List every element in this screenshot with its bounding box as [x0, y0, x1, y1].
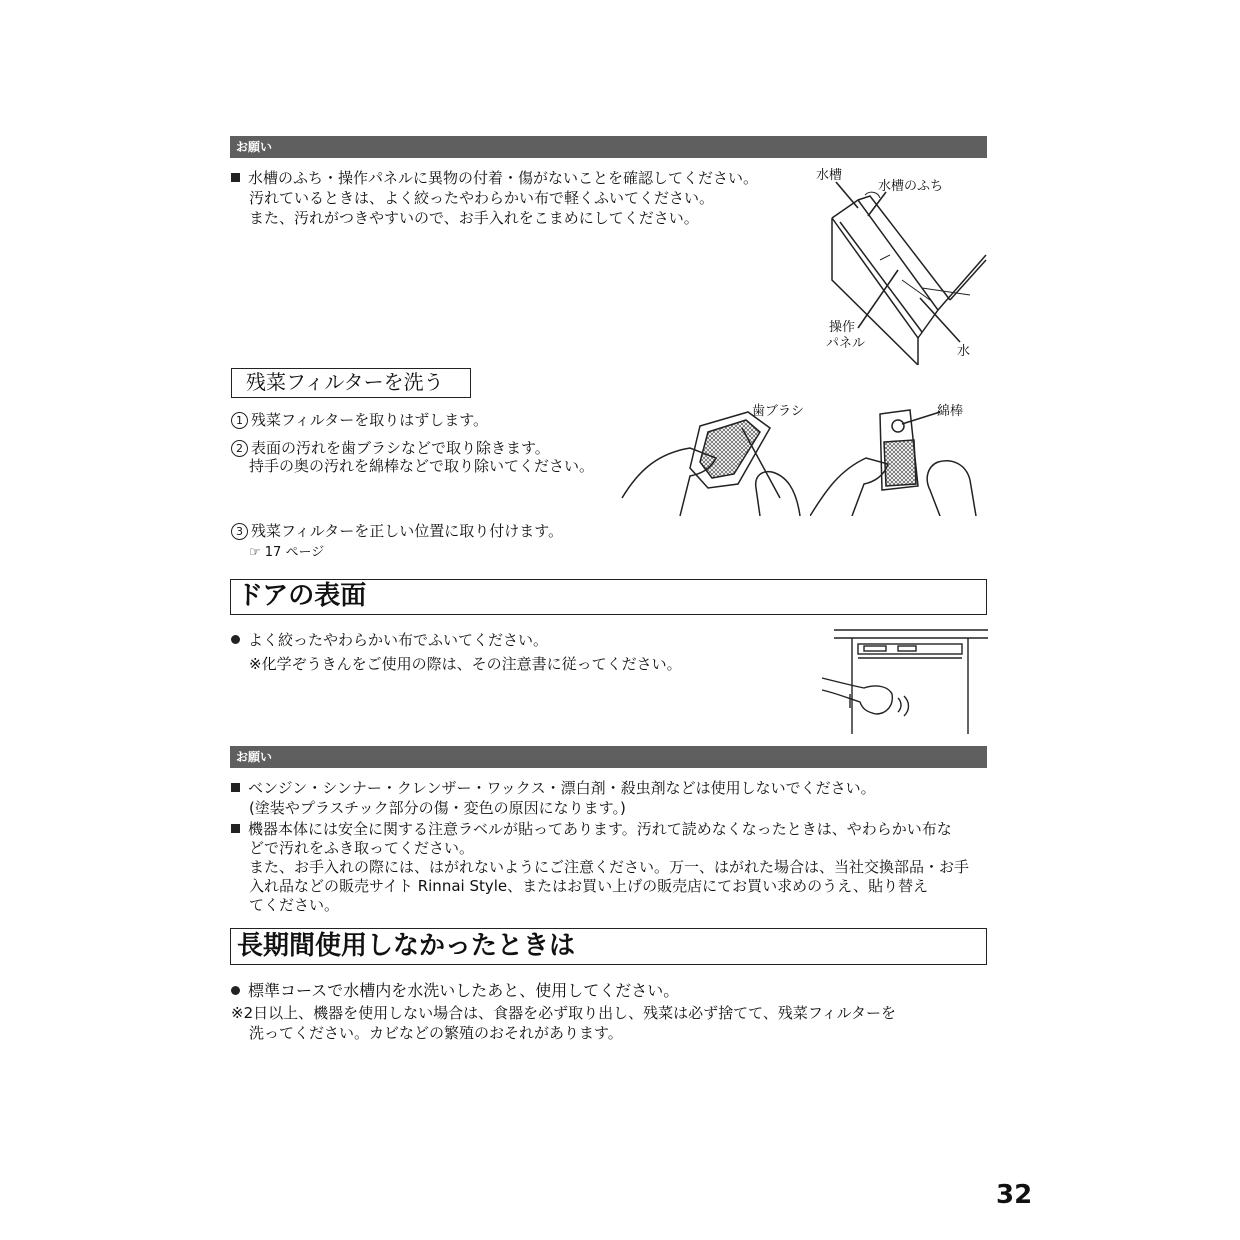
door-instruction [231, 630, 548, 650]
square-bullet-icon [231, 783, 240, 792]
page-number: 32 [996, 1180, 1033, 1210]
note-text: (塗装やプラスチック部分の傷・変色の原因になります。) [249, 799, 626, 817]
longterm-text: 標準コースで水槽内を水洗いしたあと、使用してください。 [248, 981, 680, 1000]
note-text: 水槽のふち・操作パネルに異物の付着・傷がないことを確認してください。 [248, 169, 759, 187]
step-number: 1 [231, 412, 248, 429]
note-item [231, 168, 758, 188]
note-text: てください。 [249, 896, 340, 914]
longterm-note: ※2日以上、機器を使用しない場合は、食器を必ず取り出し、残菜は必ず捨てて、残菜フィルターを [231, 1004, 897, 1022]
step-number: 3 [231, 523, 248, 540]
note-title: お願い [236, 140, 273, 154]
note-text: 汚れているときは、よく絞ったやわらかい布で軽くふいてください。 [249, 189, 715, 207]
label-suisou-fuchi: 水槽のふち [878, 179, 944, 194]
label-toothbrush: 歯ブラシ [752, 404, 805, 419]
label-panel: 操作 [829, 320, 856, 335]
note-text: 機器本体には安全に関する注意ラベルが貼ってあります。汚れて読めなくなったときは、やわらかい布な [248, 820, 952, 838]
label-panel: パネル [826, 336, 866, 351]
label-suisou: 水槽 [816, 168, 843, 183]
square-bullet-icon [231, 173, 240, 182]
longterm-instruction [231, 981, 679, 1001]
label-mizu: 水 [957, 344, 971, 359]
swab-illustration [810, 400, 992, 516]
step-1 [231, 410, 488, 430]
step-text: 持手の奥の汚れを綿棒などで取り除いてください。 [249, 457, 595, 475]
door-note: ※化学ぞうきんをご使用の際は、その注意書に従ってください。 [249, 655, 682, 673]
note-text: どで汚れをふき取ってください。 [249, 839, 475, 857]
note-header [230, 746, 987, 768]
section-heading: ドアの表面 [230, 579, 987, 615]
longterm-note: 洗ってください。カビなどの繁殖のおそれがあります。 [249, 1024, 623, 1042]
note-text: 入れ品などの販売サイト Rinnai Style、またはお買い上げの販売店にてお買い求めのうえ、貼り替え [249, 877, 929, 895]
note-item [231, 819, 952, 839]
step-text: 残菜フィルターを正しい位置に取り付けます。 [251, 522, 564, 540]
bullet-icon [231, 986, 240, 995]
section-heading: 長期間使用しなかったときは [230, 928, 987, 965]
note-text: ベンジン・シンナー・クレンザー・ワックス・漂白剤・殺虫剤などは使用しないでください。 [248, 779, 876, 797]
step-number: 2 [231, 440, 248, 457]
door-wipe-illustration [818, 628, 988, 734]
label-cotton-swab: 綿棒 [937, 404, 964, 419]
note-title: お願い [236, 750, 273, 764]
door-text: よく絞ったやわらかい布でふいてください。 [248, 631, 549, 649]
step-2 [231, 438, 550, 458]
bullet-icon [231, 635, 240, 644]
step-text: 表面の汚れを歯ブラシなどで取り除きます。 [251, 439, 550, 457]
subsection-heading: 残菜フィルターを洗う [231, 368, 471, 398]
note-text: また、汚れがつきやすいので、お手入れをこまめにしてください。 [249, 209, 699, 227]
square-bullet-icon [231, 824, 240, 833]
note-header [230, 136, 987, 158]
note-text: また、お手入れの際には、はがれないようにご注意ください。万一、はがれた場合は、当社交換部品・お手 [249, 858, 970, 876]
step-3 [231, 521, 563, 541]
note-item [231, 778, 876, 798]
step-text: 残菜フィルターを取りはずします。 [251, 411, 489, 429]
page-reference: ☞ 17 ページ [249, 545, 325, 560]
